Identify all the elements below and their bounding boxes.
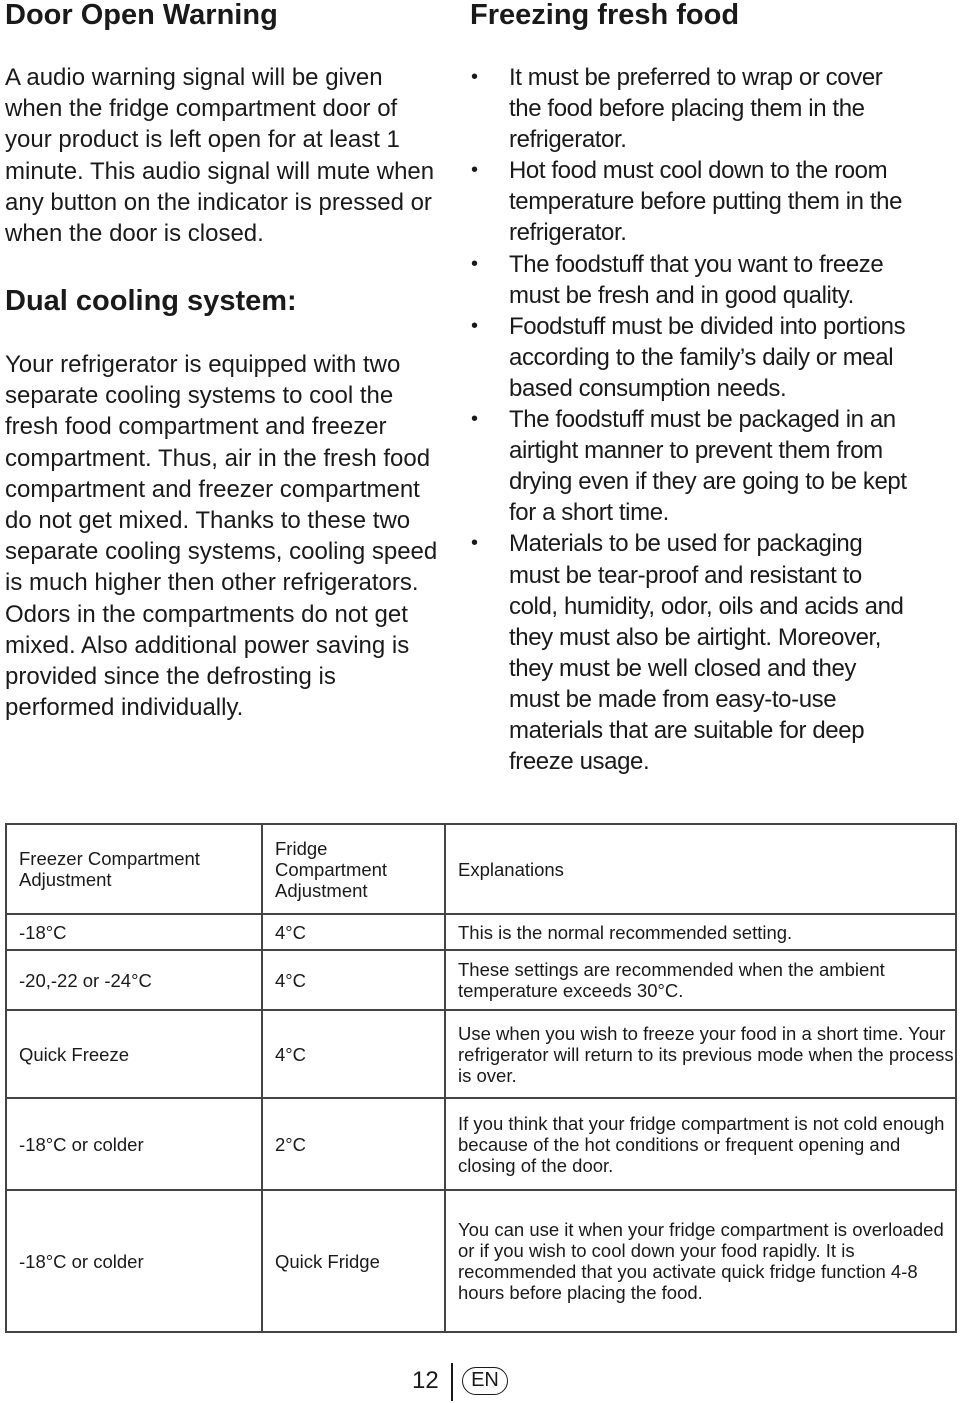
page-number: 12 <box>412 1367 439 1394</box>
explanation-cell: These settings are recommended when the ambient temperature exceeds 30°C. <box>445 950 956 1010</box>
footer-divider <box>451 1363 453 1401</box>
table-row <box>6 1098 956 1190</box>
bullet-icon: • <box>471 66 478 88</box>
list-item: • The foodstuff must be packaged in an airtight manner to prevent them from drying even if they are going to be kept for a short time. <box>471 406 907 527</box>
fridge-cell: 4°C <box>262 914 445 950</box>
header-fridge: Fridge Compartment Adjustment <box>262 824 445 914</box>
explanation-cell: Use when you wish to freeze your food in a short time. Your refrigerator will return to its previous mode when the process is over. <box>445 1010 956 1098</box>
table-row <box>6 914 956 950</box>
bullet-icon: • <box>471 532 478 555</box>
explanation-cell: You can use it when your fridge compartment is overloaded or if you wish to cool down your food rapidly. It is recommended that you activate quick fridge function 4-8 hours before placing the food. <box>445 1190 956 1332</box>
table-header-row <box>6 824 956 914</box>
fridge-cell: 2°C <box>262 1098 445 1190</box>
table-row <box>6 1190 956 1332</box>
list-item: • Foodstuff must be divided into portions according to the family’s daily or meal based consumption needs. <box>471 312 906 402</box>
header-freezer: Freezer Compartment Adjustment <box>6 824 262 914</box>
fridge-cell: Quick Fridge <box>262 1190 445 1332</box>
bullet-icon: • <box>471 314 478 337</box>
language-badge: EN <box>462 1367 508 1395</box>
freezer-cell: -20,-22 or -24°C <box>6 950 262 1010</box>
bullet-icon: • <box>471 408 478 431</box>
door-open-warning-text: A audio warning signal will be given when the fridge compartment door of your product is left open for at least 1 minute. This audio signal will mute when any button on the indicator is pressed or when the door is closed. <box>5 64 435 248</box>
door-open-warning-heading: Door Open Warning <box>5 0 278 31</box>
list-item: • Materials to be used for packaging must be tear-proof and resistant to cold, humidity, odor, oils and acids and they must also be airtight. Moreover, they must be well closed and they must be made from easy-to-use materials that are suitable for deep freeze usage. <box>471 530 904 776</box>
list-item: • Hot food must cool down to the room temperature before putting them in the refrigerator. <box>471 157 903 247</box>
header-explanations: Explanations <box>445 824 956 914</box>
freezing-bullet-list <box>470 62 910 777</box>
explanation-cell: This is the normal recommended setting. <box>445 914 956 950</box>
compartment-adjustment-table <box>5 823 957 1333</box>
bullet-icon: • <box>471 252 478 275</box>
list-item: • It must be preferred to wrap or cover the food before placing them in the refrigerator. <box>471 64 883 154</box>
freezer-cell: -18°C <box>6 914 262 950</box>
table-row <box>6 950 956 1010</box>
bullet-icon: • <box>471 159 478 182</box>
fridge-cell: 4°C <box>262 1010 445 1098</box>
list-item: • The foodstuff that you want to freeze must be fresh and in good quality. <box>471 250 884 309</box>
page-footer <box>0 1363 960 1401</box>
freezer-cell: -18°C or colder <box>6 1098 262 1190</box>
dual-cooling-heading: Dual cooling system: <box>5 285 297 317</box>
explanation-cell: If you think that your fridge compartment is not cold enough because of the hot conditions or frequent opening and closing of the door. <box>445 1098 956 1190</box>
freezing-fresh-food-heading: Freezing fresh food <box>470 0 740 31</box>
freezer-cell: Quick Freeze <box>6 1010 262 1098</box>
table-row <box>6 1010 956 1098</box>
fridge-cell: 4°C <box>262 950 445 1010</box>
freezer-cell: -18°C or colder <box>6 1190 262 1332</box>
dual-cooling-text: Your refrigerator is equipped with two separate cooling systems to cool the fresh food compartment and freezer compartment. Thus, air in the fresh food compartment and freezer compartment do not get mixed. Thanks to these two separate cooling systems, cooling speed is much higher then other refrigerators. Odors in the compartments do not get mixed. Also additional power saving is provided since the defrosting is performed individually. <box>5 351 438 722</box>
